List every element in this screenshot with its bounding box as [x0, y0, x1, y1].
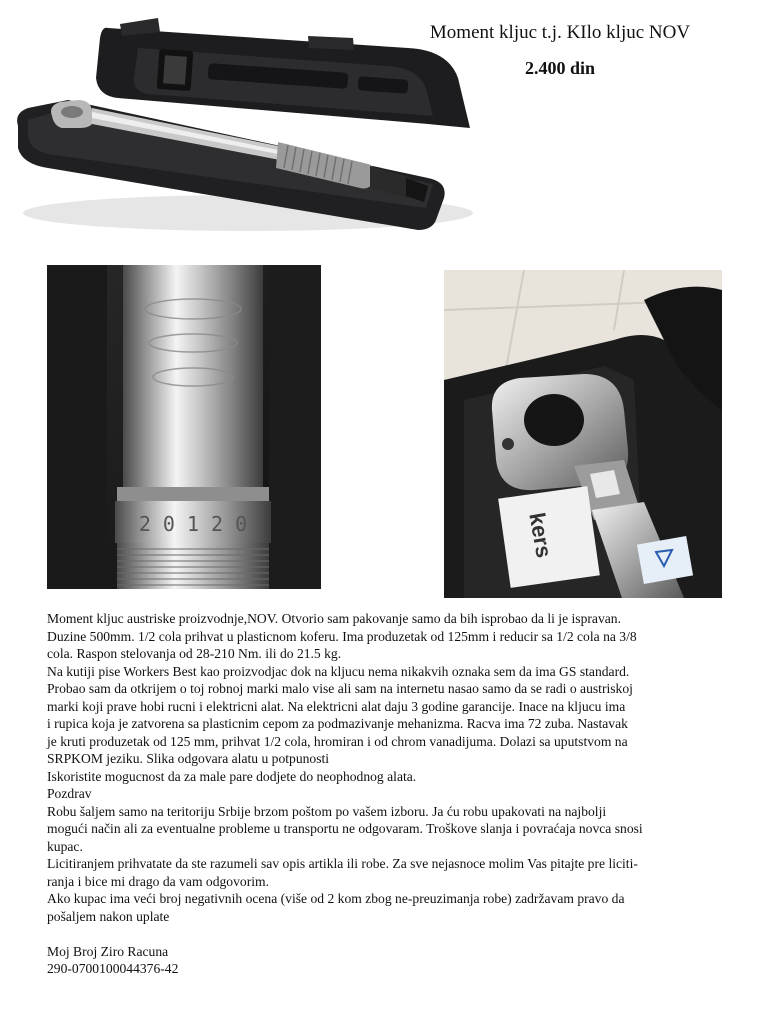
description-line: cola. Raspon stelovanja od 28-210 Nm. ili do 21.5 kg.: [47, 646, 342, 661]
description-line: je kruti produzetak od 125 mm, prihvat 1/2 cola, hromiran i od chrom vanadijuma. Dolazi sa uputstvom na: [47, 733, 628, 749]
description-line: Robu šaljem samo na teritoriju Srbije brzom poštom po vašem izboru. Ja ću robu upakovati na najbolji: [47, 803, 607, 819]
spacer: [47, 925, 727, 943]
account-number: 290-0700100044376-42: [47, 961, 179, 976]
description-line: ranja i bice mi drago da vam odgovorim.: [47, 873, 269, 889]
description-line: kupac.: [47, 838, 83, 854]
description-line: Duzine 500mm. 1/2 cola prihvat u plasticnom koferu. Ima produzetak od 125mm i reducir sa 1/2 cola na 3/8: [47, 628, 637, 644]
listing-description: [47, 610, 727, 978]
ratchet-head-in-case-photo: [444, 270, 722, 598]
wrench-case-illustration: [8, 8, 492, 258]
box-label-text: kers: [524, 510, 557, 560]
description-line: mogući način ali za eventualne probleme u transportu ne odgovaram. Troškove slanja i povraćaja novca snosi: [47, 821, 643, 836]
ratchet-illustration: [444, 270, 722, 598]
description-line: Ako kupac ima veći broj negativnih ocena (više od 2 kom zbog ne-preuzimanja robe) zadržavam pravo da: [47, 891, 625, 906]
wrench-handle-scale-closeup-photo: [47, 265, 321, 589]
torque-wrench-in-case-photo: [8, 8, 492, 258]
description-line: Iskoristite mogucnost da za male pare dodjete do neophodnog alata.: [47, 768, 417, 784]
description-line: Moment kljuc austriske proizvodnje,NOV. Otvorio sam pakovanje samo da bih isprobao da li je ispravan.: [47, 611, 621, 626]
account-label: Moj Broj Ziro Racuna: [47, 943, 169, 959]
listing-price: 2.400 din: [524, 58, 596, 78]
description-line: Licitiranjem prihvatate da ste razumeli sav opis artikla ili robe. Za sve nejasnoce molim Vas pitajte pre liciti-: [47, 856, 638, 871]
handle-closeup-illustration: [47, 265, 321, 589]
description-line: i rupica koja je zatvorena sa plasticnim cepom za podmazivanje mehanizma. Racva ima 72 zuba. Nastavak: [47, 716, 628, 731]
description-line: pošaljem nakon uplate: [47, 908, 170, 924]
description-line: Na kutiji pise Workers Best kao proizvodjac dok na kljucu nema nikakvih oznaka sem da ima GS standard.: [47, 663, 630, 679]
description-line: marki koji prave hobi rucni i elektricni alat. Na elektricni alat daju 3 godine garancije. Inace na kljucu ima: [47, 698, 626, 714]
description-line: Pozdrav: [47, 786, 92, 801]
listing-title: Moment kljuc t.j. KIlo kljuc NOV: [429, 22, 691, 43]
description-line: Probao sam da otkrijem o toj robnoj marki malo vise ali sam na internetu nasao samo da se radi o austriskoj: [47, 681, 633, 696]
scale-digits: 2 0 1 2 0: [138, 512, 248, 536]
description-line: SRPKOM jeziku. Slika odgovara alatu u potpunosti: [47, 751, 330, 766]
